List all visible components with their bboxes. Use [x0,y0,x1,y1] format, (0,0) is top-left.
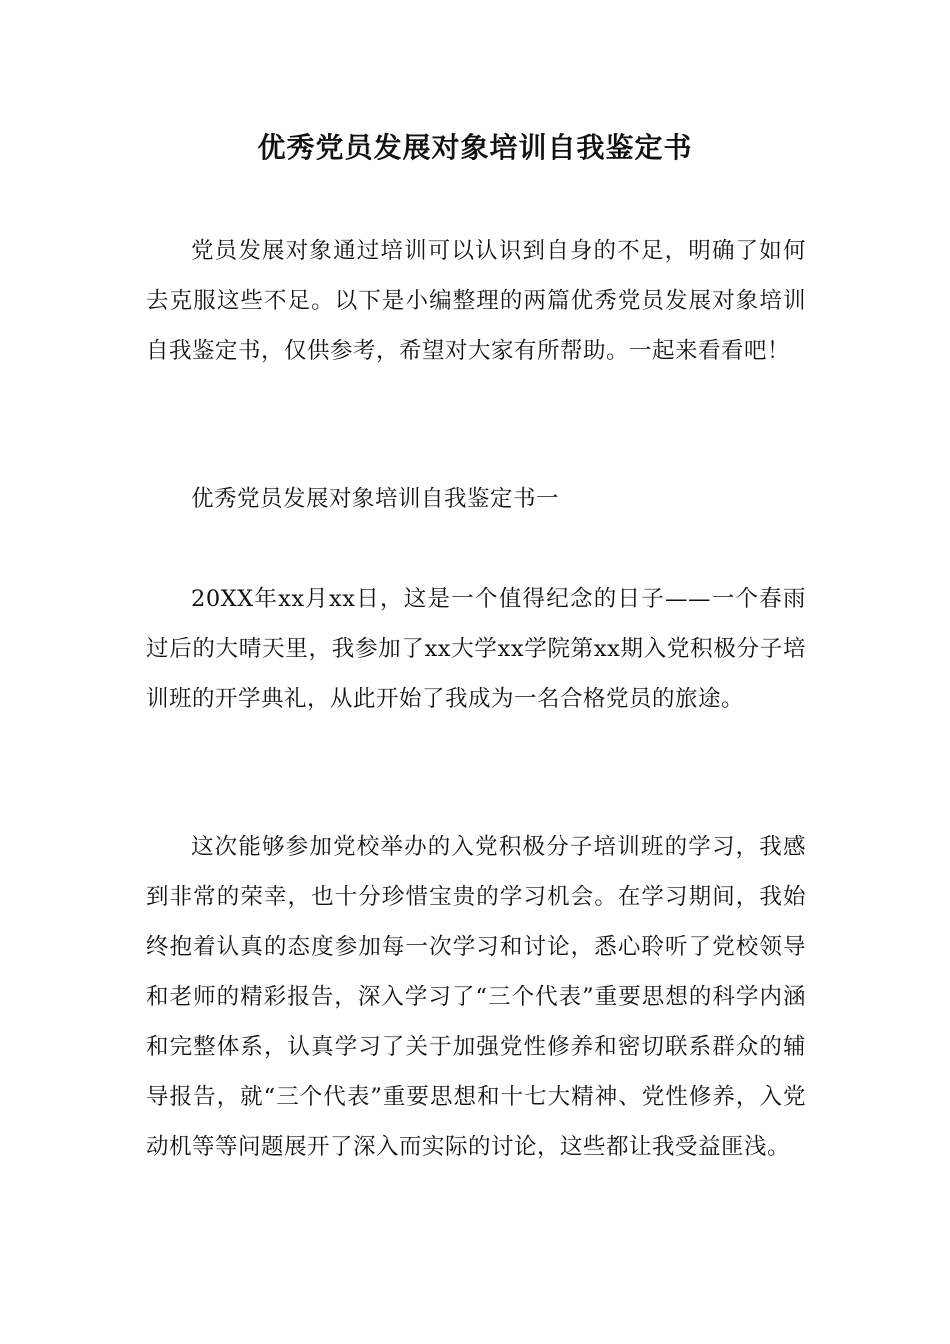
body-paragraph: 这次能够参加党校举办的入党积极分子培训班的学习，我感到非常的荣幸，也十分珍惜宝贵的学习机会。在学习期间，我始终抱着认真的态度参加每一次学习和讨论，悉心聆听了党校领导和老师的精彩报告，深入学习了“三个代表”重要思想的科学内涵和完整体系，认真学习了关于加强党性修养和密切联系群众的辅导报告，就“三个代表”重要思想和十七大精神、党性修养，入党动机等等问题展开了深入而实际的讨论，这些都让我受益匪浅。 [146,834,806,1160]
intro-paragraph: 党员发展对象通过培训可以认识到自身的不足，明确了如何去克服这些不足。以下是小编整理的两篇优秀党员发展对象培训自我鉴定书，仅供参考，希望对大家有所帮助。一起来看看吧！ [146,238,806,364]
body-paragraph: 20XX年xx月xx日，这是一个值得纪念的日子——一个春雨过后的大晴天里，我参加了xx大学xx学院第xx期入党积极分子培训班的开学典礼，从此开始了我成为一名合格党员的旅途。 [146,586,806,712]
section-heading: 优秀党员发展对象培训自我鉴定书一 [191,486,560,512]
document-title: 优秀党员发展对象培训自我鉴定书 [257,131,693,164]
